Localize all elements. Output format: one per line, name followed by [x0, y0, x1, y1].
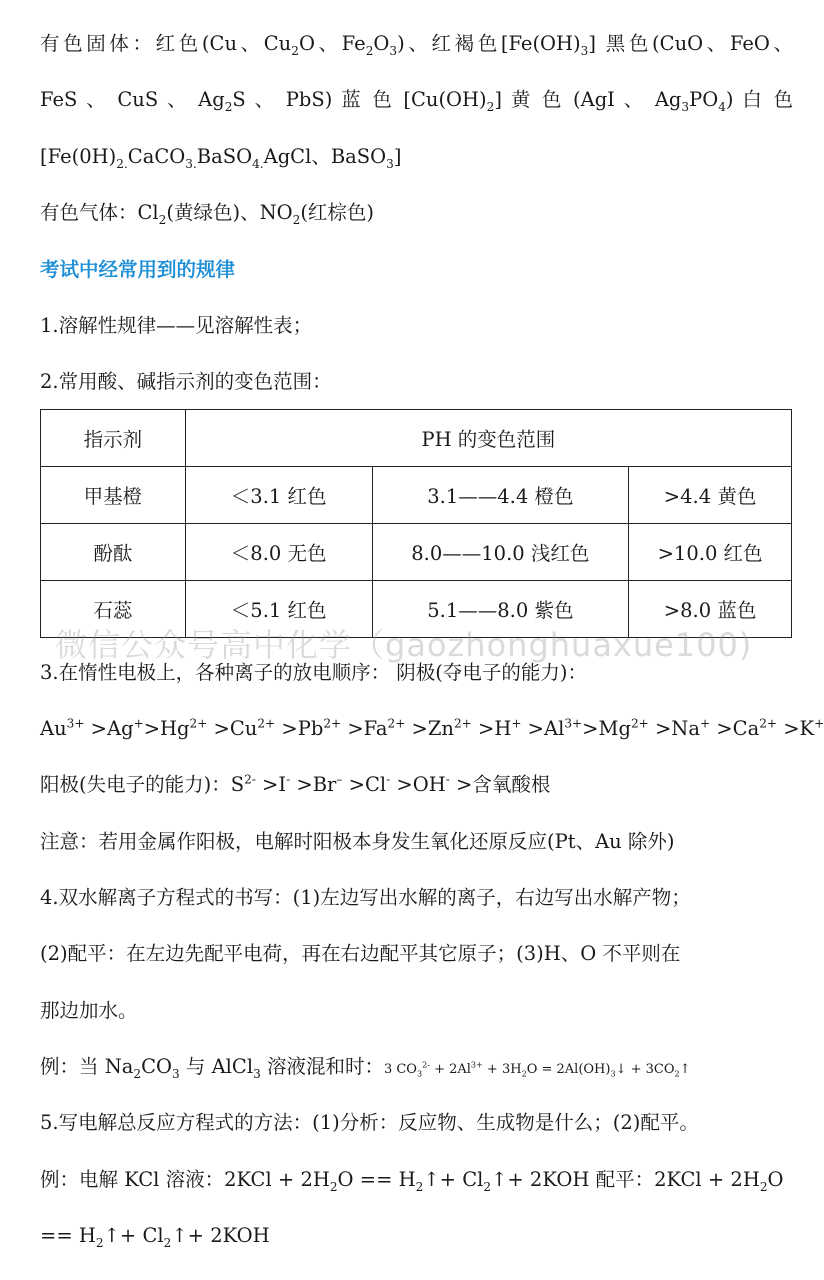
item-4-line-3: 那边加水。 [40, 999, 138, 1022]
range-low: ＜8.0 无色 [185, 524, 372, 581]
note-line: 注意：若用金属作阳极，电解时阳极本身发生氧化还原反应(Pt、Au 除外) [40, 830, 675, 853]
item-5: 5.写电解总反应方程式的方法：(1)分析：反应物、生成物是什么；(2)配平。 [40, 1111, 699, 1134]
range-high: >8.0 蓝色 [629, 581, 792, 638]
colored-gases-line: 有色气体：$Cl_2$(黄绿色)、$NO_2$(红棕色) [40, 201, 375, 227]
anode-discharge-order: 阳极(失电子的能力)：$S^{2-} >I^- >Br^- >Cl^- >OH^-$ >含氧酸根 [40, 772, 551, 796]
example-2-line-1: 例：电解 KCl 溶液：$2KCl + 2H_2O$ == $H_2↑+$ $Cl_2↑+ 2KOH$ 配平：$2KCl + 2H_2O$ [40, 1168, 784, 1194]
indicator-name: 石蕊 [41, 581, 186, 638]
header-indicator: 指示剂 [41, 410, 186, 467]
range-mid: 8.0——10.0 浅红色 [372, 524, 629, 581]
section-heading: 考试中经常用到的规律 [40, 258, 236, 281]
range-high: >4.4 黄色 [629, 467, 792, 524]
colored-solids-line-3: [$Fe(0H)_{2.}CaCO_{3.}BaSO_{4.}AgCl$、BaSO$_3$] [40, 145, 402, 171]
indicator-name: 酚酞 [41, 524, 186, 581]
item-3: 3.在惰性电极上，各种离子的放电顺序： 阴极(夺电子的能力)： [40, 661, 588, 684]
item-4-line-1: 4.双水解离子方程式的书写：(1)左边写出水解的离子，右边写出水解产物； [40, 886, 691, 909]
indicator-table [40, 409, 792, 638]
range-low: ＜3.1 红色 [185, 467, 372, 524]
indicator-name: 甲基橙 [41, 467, 186, 524]
colored-solids-line-1: 有色固体：红色(Cu、$Cu_2O$、$Fe_2O_3$)、红褐色$[Fe(OH)_3]$ 黑色(CuO、FeO、 [40, 32, 793, 58]
range-mid: 5.1——8.0 紫色 [372, 581, 629, 638]
table-row [41, 524, 792, 581]
colored-solids-line-2: FeS 、 CuS 、 $Ag_2S$ 、 PbS) 蓝 色 $[Cu(OH)_2]$ 黄 色 (AgI 、 $Ag_3PO_4$) 白 色 [40, 88, 793, 114]
header-ph-range: PH 的变色范围 [185, 410, 791, 467]
table-row [41, 467, 792, 524]
range-mid: 3.1——4.4 橙色 [372, 467, 629, 524]
item-1: 1.溶解性规律——见溶解性表； [40, 314, 313, 337]
example-2-line-2: == $H_2↑+$ $Cl_2↑+ 2KOH$ [40, 1224, 270, 1250]
watermark-text: 微信公众号高中化学（gaozhonghuaxue100) [55, 626, 753, 664]
item-2: 2.常用酸、碱指示剂的变色范围： [40, 370, 332, 393]
table-header-row [41, 410, 792, 467]
range-high: >10.0 红色 [629, 524, 792, 581]
item-4-line-2: (2)配平：在左边先配平电荷，再在右边配平其它原子；(3)H、O 不平则在 [40, 942, 681, 965]
example-1-equation: 3 $CO_3^{2-} + 2Al^{3+} + 3H_2O$ = $2Al(OH)_3↓$ + $3CO_2↑$ [383, 1060, 691, 1079]
range-low: ＜5.1 红色 [185, 581, 372, 638]
cathode-discharge-order: $Au^{3+} >Ag^+>Hg^{2+} >Cu^{2+} >Pb^{2+} >Fa^{2+} >Zn^{2+} >H^+ >Al^{3+}>Mg^{2+} >Na^+ >Ca^{2+} >K^+$ [40, 716, 824, 740]
example-1: 例：当 $Na_2CO_3$ 与 AlCl$_3$ 溶液混和时：3 $CO_3^{2-} + 2Al^{3+} + 3H_2O$ = $2Al(OH)_3↓$ + $3CO_2↑$ [40, 1055, 691, 1081]
